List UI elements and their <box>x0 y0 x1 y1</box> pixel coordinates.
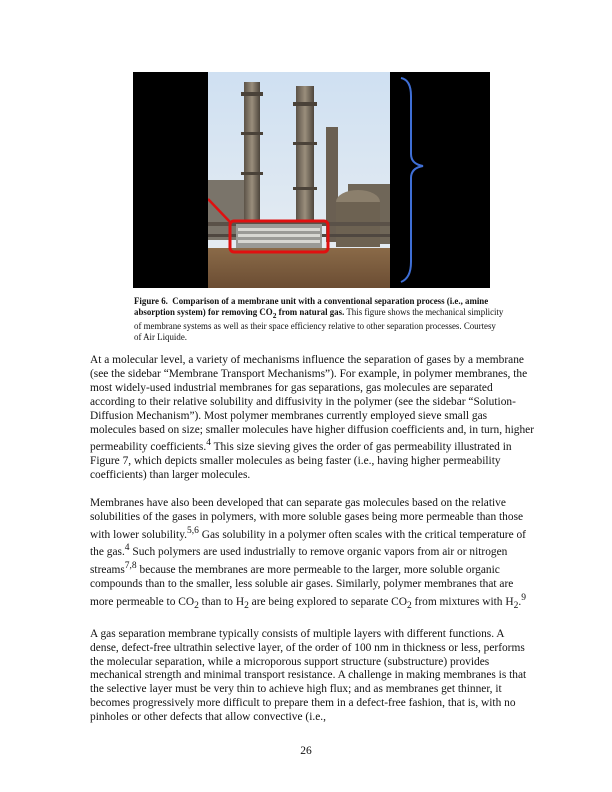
figure-caption-text: This figure shows the mechanical simplicity of membrane systems as well as their space efficiency relative to other separation processes. Courtesy of Air Liquide. <box>134 307 504 343</box>
paragraph: A gas separation membrane typically consists of multiple layers with different functions. A dense, defect-free ultrathin selective layer, of the order of 100 nm in thickness or less, performs the molecular separation, while a microporous support structure (substructure) provides mechanical strength and minimal transport resistance. A challenge in making membranes is that the selective layer must be very thin to achieve high flux; and as membranes get thinner, it becomes progressively more difficult to prepare them in a defect-free fashion, that is, with no pinholes or other defects that allow convective (i.e., <box>90 627 527 724</box>
body-text <box>90 354 535 739</box>
page-number: 26 <box>300 745 312 757</box>
figure-label: Figure 6. <box>134 296 168 306</box>
refinery-photo <box>208 72 390 288</box>
figure-caption <box>134 296 504 344</box>
bracket-mark <box>393 72 453 288</box>
figure-title: Comparison of a membrane unit with a conventional separation process (i.e., amine absorption system) for removing $CO_2$ from natural gas. <box>134 296 489 320</box>
paragraph: At a molecular level, a variety of mechanisms influence the separation of gases by a membrane (see the sidebar “Membrane Transport Mechanisms”). For example, in polymer membranes, the most widely-used industrial membranes for gas separations, gas molecules are separated according to their relative solubility and diffusivity in the polymer (see the sidebar “Solution-Diffusion Mechanism”). Most polymer membranes currently employed sieve small gas molecules based on size; smaller molecules have higher diffusion coefficients and, in turn, higher permeability coefficients.$^4$ This size sieving gives the order of gas permeability illustrated in Figure 7, which depicts smaller molecules as being faster (i.e., having higher permeability coefficients) than larger molecules. <box>90 354 535 482</box>
paragraph: Membranes have also been developed that can separate gas molecules based on the relative solubilities of the gases in polymers, with more soluble gases being more permeable than those with lower solubility.$^{5,6}$ Gas solubility in a polymer often scales with the critical temperature of the gas.$^4$ Such polymers are used industrially to remove organic vapors from air or nitrogen streams$^{7,8}$ because the membranes are more permeable to the larger, more soluble organic compounds than to the smaller, less soluble air gases. Similarly, polymer membranes that are more permeable to $CO_2$ than to $H_2$ are being explored to separate $CO_2$ from mixtures with $H_2.^9$ <box>90 496 526 611</box>
figure-image <box>133 72 490 288</box>
